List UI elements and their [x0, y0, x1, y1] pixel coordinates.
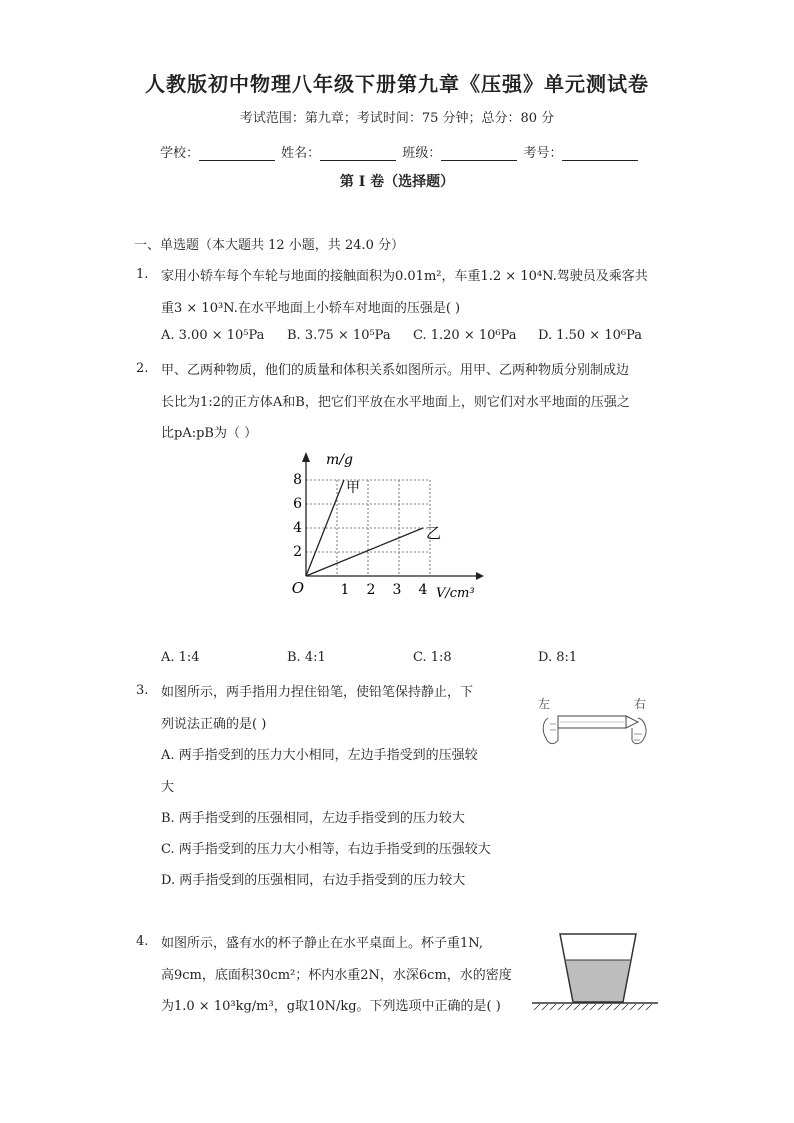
pencil-right-label: 右 [634, 697, 647, 711]
question-2-number: 2. [136, 361, 149, 376]
x-tick-4: 4 [418, 582, 428, 598]
x-tick-2: 2 [366, 582, 376, 598]
name-blank[interactable] [320, 146, 396, 161]
y-tick-4: 4 [293, 520, 302, 536]
question-4-line-1: 如图所示，盛有水的杯子静止在水平桌面上。杯子重1N, [161, 936, 483, 951]
school-label: 学校： [160, 146, 200, 161]
question-1-number: 1. [136, 267, 149, 282]
question-1-line-1: 家用小轿车每个车轮与地面的接触面积为0.01m²，车重1.2 × 10⁴N.驾驶员及乘客共 [161, 269, 648, 284]
number-blank[interactable] [562, 146, 638, 161]
question-1-option-b[interactable]: B. 3.75 × 10⁵Pa [287, 328, 391, 343]
question-1-option-a[interactable]: A. 3.00 × 10⁵Pa [161, 328, 265, 343]
question-2-line-3: 比pA:pB为（ ） [161, 426, 258, 441]
question-2-option-c[interactable]: C. 1:8 [413, 650, 452, 665]
mass-volume-graph [291, 448, 496, 613]
question-3-option-a-cont: 大 [161, 780, 175, 795]
question-3-option-d[interactable]: D. 两手指受到的压强相同，右边手指受到的压力较大 [161, 873, 466, 888]
student-info-row [160, 142, 640, 161]
volume-title: 第 I 卷（选择题） [339, 174, 455, 190]
question-4-line-3: 为1.0 × 10³kg/m³，g取10N/kg。下列选项中正确的是( ) [161, 999, 501, 1014]
question-1-line-2: 重3 × 10³N.在水平地面上小轿车对地面的压强是( ) [161, 301, 461, 316]
table-hatch [534, 1004, 652, 1010]
question-2-option-d[interactable]: D. 8:1 [538, 650, 578, 665]
exam-meta: 考试范围：第九章；考试时间：75 分钟；总分：80 分 [239, 111, 555, 126]
y-axis-label: m/g [326, 452, 353, 468]
pencil-figure [534, 694, 664, 754]
number-label: 考号： [523, 146, 563, 161]
question-4-number: 4. [136, 934, 149, 949]
x-tick-3: 3 [392, 582, 402, 598]
document-title: 人教版初中物理八年级下册第九章《压强》单元测试卷 [145, 72, 649, 96]
y-tick-2: 2 [293, 544, 302, 560]
question-4-line-2: 高9cm，底面积30cm²；杯内水重2N，水深6cm，水的密度 [161, 968, 512, 983]
question-2-option-b[interactable]: B. 4:1 [287, 650, 326, 665]
section-heading: 一、单选题（本大题共 12 小题，共 24.0 分） [134, 238, 405, 253]
name-label: 姓名： [281, 146, 321, 161]
x-axis-arrow [476, 572, 484, 580]
question-1-option-d[interactable]: D. 1.50 × 10⁶Pa [538, 328, 642, 343]
x-tick-1: 1 [340, 582, 350, 598]
question-3-option-a[interactable]: A. 两手指受到的压力大小相同，左边手指受到的压强较 [161, 748, 478, 763]
line-yi-label: 乙 [426, 524, 442, 542]
pencil-tip [626, 716, 638, 728]
origin-label: O [291, 579, 304, 597]
line-jia-label: 甲 [346, 480, 360, 496]
water-cup-figure [528, 928, 662, 1014]
question-3-line-2: 列说法正确的是( ) [161, 717, 267, 732]
question-3-line-1: 如图所示，两手指用力捏住铅笔，使铅笔保持静止，下 [161, 685, 474, 700]
water [566, 960, 630, 1002]
y-tick-6: 6 [293, 496, 302, 512]
left-finger [543, 718, 558, 744]
question-2-line-2: 长比为1:2的正方体A和B，把它们平放在水平地面上，则它们对水平地面的压强之 [161, 395, 630, 410]
x-axis-label: V/cm³ [436, 586, 475, 601]
question-3-option-c[interactable]: C. 两手指受到的压力大小相等，右边手指受到的压强较大 [161, 842, 491, 857]
pencil-left-label: 左 [538, 697, 551, 711]
question-2-option-a[interactable]: A. 1:4 [161, 650, 200, 665]
question-1-option-c[interactable]: C. 1.20 × 10⁶Pa [413, 328, 517, 343]
class-label: 班级： [402, 146, 442, 161]
y-axis-arrow [302, 452, 310, 462]
class-blank[interactable] [441, 146, 517, 161]
y-tick-8: 8 [293, 472, 302, 488]
school-blank[interactable] [199, 146, 275, 161]
question-2-line-1: 甲、乙两种物质，他们的质量和体积关系如图所示。用甲、乙两种物质分别制成边 [161, 363, 630, 378]
question-3-option-b[interactable]: B. 两手指受到的压强相同，左边手指受到的压力较大 [161, 811, 465, 826]
question-3-number: 3. [136, 683, 149, 698]
